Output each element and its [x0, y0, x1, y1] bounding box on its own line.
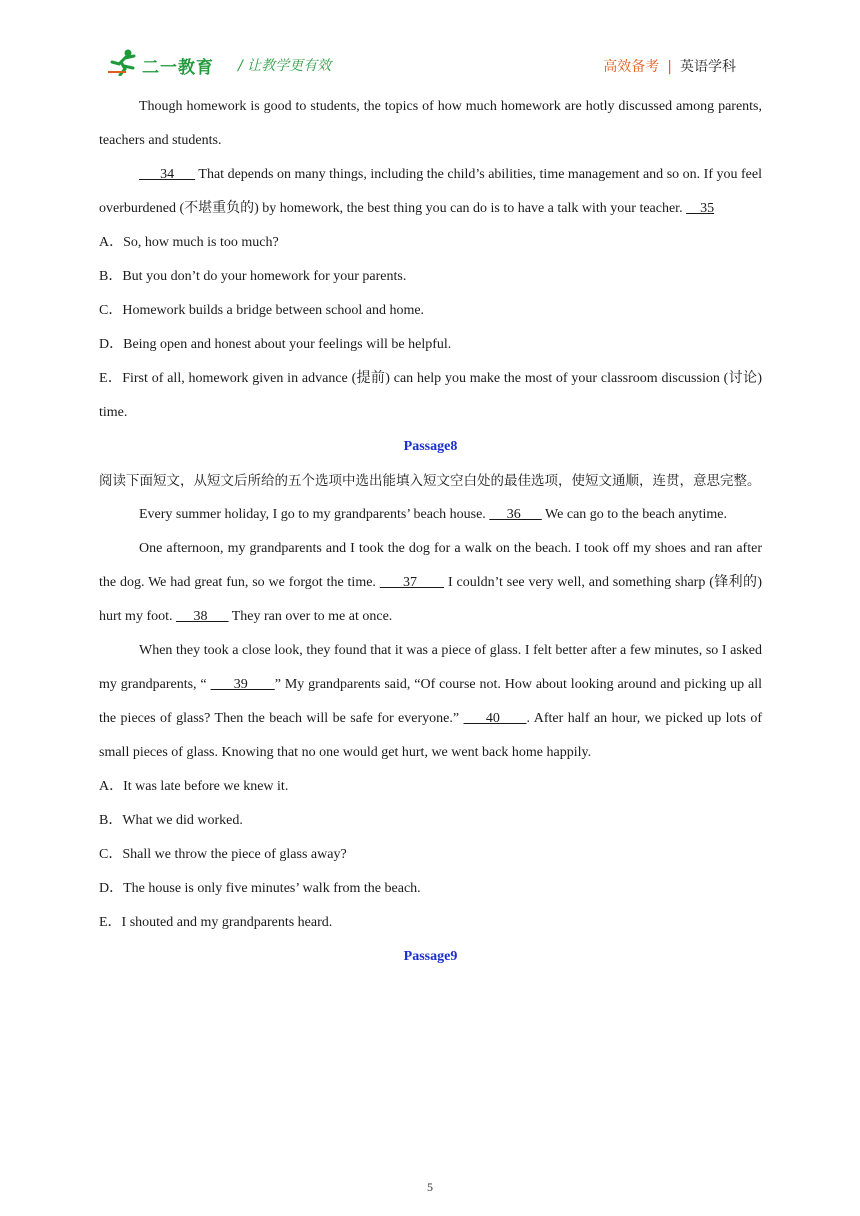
- prep-label: 高效备考: [603, 59, 660, 75]
- option-b: B．But you don’t do your homework for your parents.: [99, 269, 407, 284]
- instruction: 阅读下面短文，从短文后所给的五个选项中选出能填入短文空白处的最佳选项，使短文通顺，连贯，意思完整。: [99, 473, 761, 489]
- option-b: B．What we did worked.: [99, 813, 243, 828]
- blank-38: 38: [176, 609, 229, 624]
- option-e: E．First of all, homework given in advance (提前) can help you make the most of your classroom discussion (讨论) time.: [99, 371, 762, 420]
- paragraph-text: They ran over to me at once.: [228, 609, 393, 624]
- paragraph: [99, 532, 762, 634]
- running-man-logo-icon: [106, 48, 140, 76]
- paragraph-text: We can go to the beach anytime.: [541, 507, 728, 522]
- paragraph-text: One afternoon, my grandparents and I took the dog for a walk on the beach. I took off my shoes and ran after the dog. We had great fun, so we forgot the time.: [99, 541, 762, 590]
- paragraph: Though homework is good to students, the topics of how much homework are hotly discussed among parents, teachers and students.: [99, 99, 762, 148]
- subject-label: [603, 56, 736, 76]
- page-header: [100, 44, 760, 84]
- blank-35: 35: [686, 201, 715, 216]
- option-d: D．Being open and honest about your feelings will be helpful.: [99, 337, 452, 352]
- header-separator: |: [667, 59, 672, 75]
- option-e: E．I shouted and my grandparents heard.: [99, 915, 333, 930]
- subject-name: 英语学科: [680, 59, 736, 75]
- paragraph-text: . After half an hour, we picked up lots of small pieces of glass. Knowing that no one would get hurt, we went back home happily.: [99, 711, 763, 760]
- option-a: A．So, how much is too much?: [99, 235, 279, 250]
- paragraph: [99, 158, 762, 226]
- passage-title: Passage9: [403, 949, 458, 964]
- paragraph: [99, 634, 762, 770]
- blank-40: 40: [463, 711, 527, 726]
- paragraph: [99, 498, 762, 532]
- page-number: 5: [427, 1180, 433, 1194]
- option-a: A．It was late before we knew it.: [99, 779, 289, 794]
- paragraph-text: When they took a close look, they found that it was a piece of glass. I felt better after a few minutes, so I asked my grandparents, “: [99, 643, 762, 692]
- paragraph-text: Every summer holiday, I go to my grandparents’ beach house.: [139, 507, 490, 522]
- logo-text: 二一教育: [142, 58, 214, 78]
- option-c: C．Homework builds a bridge between school and home.: [99, 303, 425, 318]
- blank-36: 36: [489, 507, 542, 522]
- document-body: [99, 90, 762, 974]
- option-d: D．The house is only five minutes’ walk from the beach.: [99, 881, 421, 896]
- paragraph-text: That depends on many things, including the child’s abilities, time management and so on. If you feel overburdened (不堪重负的) by homework, the best thing you can do is to have a talk with your teacher.: [99, 167, 763, 216]
- slogan: / 让教学更有效: [238, 58, 332, 74]
- paragraph-text: I couldn’t see very well, and something sharp (锋利的) hurt my foot.: [99, 575, 762, 624]
- blank-39: 39: [210, 677, 275, 692]
- option-c: C．Shall we throw the piece of glass away?: [99, 847, 347, 862]
- paragraph-text: ” My grandparents said, “Of course not. How about looking around and picking up all the pieces of glass? Then the beach will be safe for everyone.”: [99, 677, 762, 726]
- blank-34: 34: [139, 167, 196, 182]
- blank-37: 37: [379, 575, 445, 590]
- passage-title: Passage8: [403, 439, 458, 454]
